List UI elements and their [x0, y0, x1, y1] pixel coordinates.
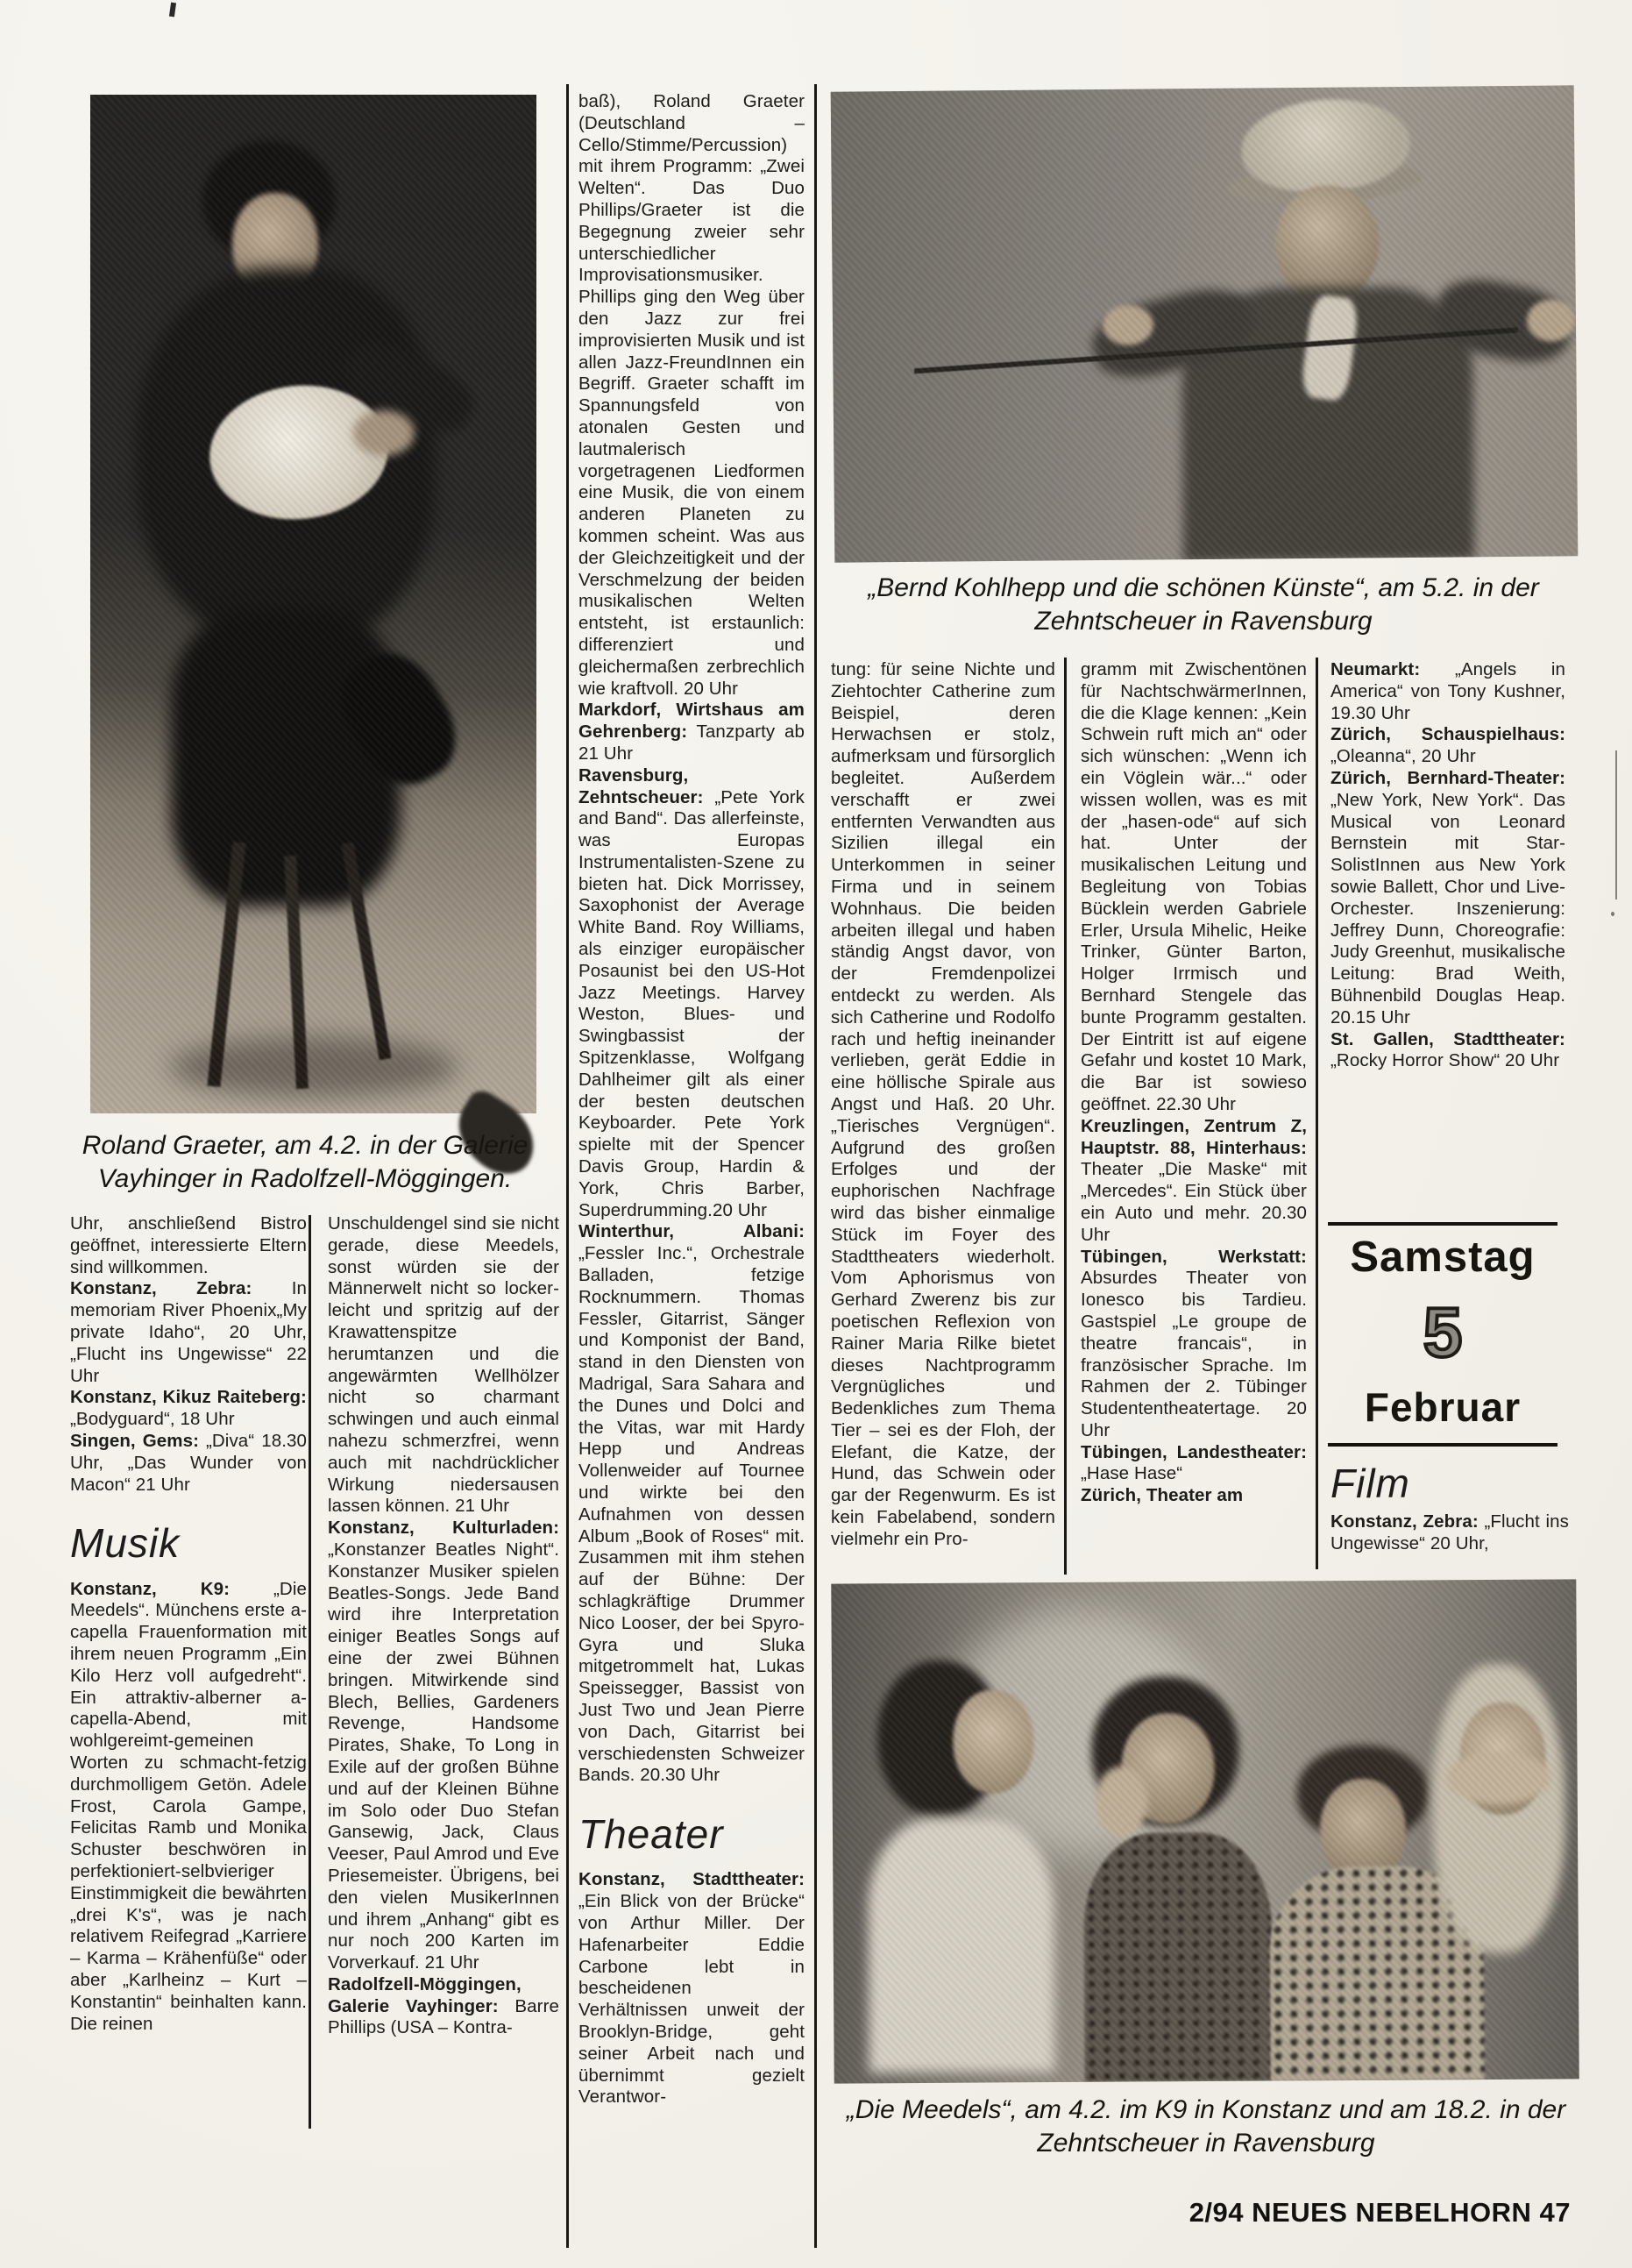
date-month: Februar	[1364, 1384, 1522, 1430]
page-footer-issue-number: 2/94 NEUES NEBELHORN 47	[1189, 2197, 1571, 2228]
text-column-5	[1081, 659, 1307, 1507]
text-column-4	[831, 659, 1055, 1551]
section-heading: Theater	[578, 1811, 724, 1858]
listing-paragraph: Konstanz, Kikuz Raiteberg: „Bodyguard“, 18 Uhr	[70, 1387, 307, 1430]
listing-paragraph: Winterthur, Albani: „Fessler Inc.“, Orchestrale Balladen, fetzige Rocknummern. Thomas Fessler, Gitarrist, Sänger und Komponist der Band, stand in den Diensten von Madrigal, Sara Sahara and the Dunes und Dolci and the Vitas, war mit Hardy Hepp und Andreas Vollenweider auf Tournee und wirkte bei den Aufnahmen von dessen Album „Book of Roses“ mit. Zusammen mit ihm stehen auf der Bühne: Der schlagkräftige Drummer Nico Looser, der bei Spyro-Gyra und Sluka mitgetrommelt hat, Lukas Speissegger, Bassist von Just Two und Jean Pierre von Dach, Gitarrist bei verschiedensten Schweizer Bands. 20.30 Uhr	[578, 1221, 805, 1786]
listing-paragraph: gramm mit Zwischentönen für NachtschwärmerInnen, die die Klage kennen: „Kein Schwein ruft mich an“ oder sich wünschen: „Wenn ich ein Vöglein wär...“ oder wissen wollen, was es mit der „hasen-ode“ auf sich hat. Unter der musikalischen Leitung und Begleitung von Tobias Bücklein werden Gabriele Erler, Ursula Mihelic, Heike Trinker, Günter Barton, Holger Irrmisch und Bernhard Stengele das bunte Programm gestalten. Der Eintritt ist auf eigene Gefahr und kostet 10 Mark, die Bar ist sowieso geöffnet. 22.30 Uhr	[1081, 659, 1307, 1114]
listing-paragraph: Konstanz, Zebra: In memoriam River Phoenix„My private Idaho“, 20 Uhr, „Flucht ins Ungewisse“ 22 Uhr	[70, 1278, 307, 1386]
date-weekday: Samstag	[1350, 1234, 1536, 1281]
column-divider	[566, 84, 569, 2248]
text-column-1	[70, 1213, 307, 2035]
listing-paragraph: Kreuzlingen, Zentrum Z, Hauptstr. 88, Hinterhaus: Theater „Die Maske“ mit „Mercedes“. Ein Stück über ein Auto und mehr. 20.30 Uhr	[1081, 1115, 1307, 1245]
photo-bernd-kohlhepp	[831, 85, 1579, 562]
listing-paragraph: Konstanz, K9: „Die Meedels“. Münchens erste a-capella Frauenformation mit ihrem neuen Programm „Ein Kilo Herz voll aufgedreht“. Ein attraktiv-alberner a-capella-Abend, mit wohlgereimt-gemeinen Worten zu schmacht-fetzig durchmolligem Getön. Adele Frost, Carola Gampe, Felicitas Ramb und Monika Schuster beschwören in perfektioniert-selbvieriger Einstimmigkeit die bewährten „drei K's“, was je nach relativem Reifegrad „Karriere – Karma – Krähenfüße“ oder aber „Karlheinz – Kurt – Konstantin“ beinhalten kann. Die reinen	[70, 1578, 307, 2034]
listing-paragraph: Ravensburg, Zehntscheuer: „Pete York and Band“. Das allerfeinste, was Europas Instrumentalisten-Szene zu bieten hat. Dick Morrissey, Saxophonist der Average White Band. Roy Williams, als einziger europäischer Posaunist bei den US-Hot Jazz Meetings. Harvey Weston, Blues- und Swingbassist der Spitzenklasse, Wolfgang Dahlheimer gilt als einer der besten deutschen Keyboarder. Pete York spielte mit der Spencer Davis Group, Hardin & York, Chris Barber, Superdrumming.20 Uhr	[578, 764, 805, 1220]
photo-die-meedels	[831, 1579, 1579, 2083]
text-column-6	[1330, 659, 1565, 1072]
scan-artifact	[169, 3, 176, 18]
listing-paragraph: Konstanz, Stadttheater: „Ein Blick von der Brücke“ von Arthur Miller. Der Hafenarbeiter Eddie Carbone lebt in bescheidenen Verhältnissen unweit der Brooklyn-Bridge, geht seiner Arbeit nach und übernimmt gezielt Verantwor-	[578, 1869, 805, 2108]
listing-paragraph: Markdorf, Wirtshaus am Gehrenberg: Tanzparty ab 21 Uhr	[578, 700, 805, 764]
photo-roland-graeter	[90, 95, 536, 1113]
column-divider	[309, 1215, 311, 2129]
photo-caption-bernd-kohlhepp: „Bernd Kohlhepp und die schönen Künste“, am 5.2. in der Zehntscheuer in Ravensburg	[868, 573, 1539, 636]
listing-paragraph: Tübingen, Landestheater: „Hase Hase“	[1081, 1441, 1307, 1484]
listing-paragraph: Zürich, Theater am	[1081, 1485, 1244, 1506]
listing-paragraph: Unschuldengel sind sie nicht gerade, diese Meedels, sonst würden sie der Männerwelt nicht so locker-leicht und spritzig auf der Krawattenspitze herumtanzen und die angewärmten Wellhölzer nicht so charmant schwingen und auch einmal nahezu schmerzfrei, wenn auch mit nachdrücklicher Wirkung niedersausen lassen können. 21 Uhr	[328, 1213, 559, 1517]
listing-paragraph: Radolfzell-Möggingen, Galerie Vayhinger: Barre Phillips (USA – Kontra-	[328, 1973, 559, 2038]
photo-grain	[90, 95, 536, 1113]
scan-artifact	[1615, 750, 1617, 899]
text-column-film	[1330, 1462, 1569, 1555]
column-divider	[814, 84, 817, 2248]
listing-paragraph: tung: für seine Nichte und Ziehtochter Catherine zum Beispiel, deren Herwachsen er stolz, aufmerksam und fürsorglich begleitet. Außerdem verschafft er zwei entfernten Verwandten aus Sizilien illegal ein Unterkommen in seiner Firma und in seinem Wohnhaus. Die beiden arbeiten illegal und haben ständig Angst davor, von der Fremdenpolizei entdeckt zu werden. Als sich Catherine und Rodolfo rach und heftig ineinander verlieben, gerät Eddie in eine höllische Spirale aus Angst und Haß. 20 Uhr. „Tierisches Vergnügen“. Aufgrund des großen Erfolges und der euphorischen Nachfrage wird das bisher einmalige Stück im Foyer des Stadttheaters wiederholt. Vom Aphorismus von Gerhard Zwerenz bis zur poetischen Reflexion von Rainer Maria Rilke bietet dieses Nachtprogramm Vergnügliches und Bedenkliches zum Thema Tier – sei es der Floh, der Elefant, die Katze, der Hund, das Schwein oder gar der Regenwurm. Es ist kein Fabelabend, sondern vielmehr ein Pro-	[831, 659, 1055, 1549]
section-heading: Musik	[70, 1520, 181, 1567]
listing-paragraph: St. Gallen, Stadttheater: „Rocky Horror Show“ 20 Uhr	[1330, 1028, 1565, 1071]
listing-paragraph: Konstanz, Zebra: „Flucht ins Ungewisse“ 20 Uhr,	[1330, 1511, 1569, 1554]
listing-paragraph: Zürich, Bernhard-Theater: „New York, New York“. Das Musical von Leonard Bernstein mit Star-SolistInnen aus New York sowie Ballett, Chor und Live-Orchester. Inszenierung: Jeffrey Dunn, Choreografie: Judy Greenhut, musikalische Leitung: Brad Weith, Bühnenbild Douglas Heap. 20.15 Uhr	[1330, 767, 1565, 1027]
section-heading: Film	[1330, 1461, 1410, 1506]
scan-artifact	[1611, 912, 1614, 916]
photo-caption-die-meedels: „Die Meedels“, am 4.2. im K9 in Konstanz und am 18.2. in der Zehntscheuer in Ravensburg	[846, 2095, 1566, 2158]
photo-grain	[831, 85, 1579, 562]
text-column-2	[328, 1213, 559, 2039]
photo-grain	[831, 1579, 1579, 2083]
text-column-3	[578, 91, 805, 2108]
listing-paragraph: Tübingen, Werkstatt: Absurdes Theater von Ionesco bis Tardieu. Gastspiel „Le groupe de theatre francais“, in französischer Sprache. Im Rahmen der 2. Tübinger Studententheatertage. 20 Uhr	[1081, 1246, 1307, 1440]
listing-paragraph: baß), Roland Graeter (Deutschland – Cello/Stimme/Percussion) mit ihrem Programm: „Zwei Welten“. Das Duo Phillips/Graeter ist die Begegnung zweier sehr unterschiedlicher Improvisationsmusiker. Phillips ging den Weg über den Jazz zur frei improvisierten Musik und ist allen Jazz-FreundInnen ein Begriff. Graeter schafft im Spannungsfeld von atonalen Gesten und lautmalerisch vorgetragenen Liedformen eine Musik, die von einem anderen Planeten zu kommen scheint. Was aus der Gleichzeitigkeit und der Verschmelzung der beiden musikalischen Welten entsteht, ist erstaunlich: differenziert und gleichermaßen zerbrechlich wie kraftvoll. 20 Uhr	[578, 91, 805, 699]
date-day-number: 5	[1423, 1293, 1463, 1371]
date-box	[1328, 1222, 1557, 1447]
listing-paragraph: Zürich, Schauspielhaus: „Oleanna“, 20 Uhr	[1330, 724, 1565, 767]
column-divider	[1316, 658, 1318, 1569]
listing-paragraph: Uhr, anschließend Bistro geöffnet, interessierte Eltern sind willkommen.	[70, 1213, 307, 1277]
photo-caption-roland-graeter: Roland Graeter, am 4.2. in der Galerie Vayhinger in Radolfzell-Möggingen.	[82, 1131, 529, 1194]
listing-paragraph: Neumarkt: „Angels in America“ von Tony Kushner, 19.30 Uhr	[1330, 659, 1565, 723]
column-divider	[1064, 658, 1067, 1575]
listing-paragraph: Singen, Gems: „Diva“ 18.30 Uhr, „Das Wunder von Macon“ 21 Uhr	[70, 1430, 307, 1495]
listing-paragraph: Konstanz, Kulturladen: „Konstanzer Beatles Night“. Konstanzer Musiker spielen Beatles-Songs. Jede Band wird ihre Interpretation einiger Beatles Songs auf eine der zwei Bühnen bringen. Mitwirkende sind Blech, Bellies, Gardeners Revenge, Handsome Pirates, Shake, To Long in Exile auf der großen Bühne und auf der Kleinen Bühne im Solo oder Duo Stefan Gansewig, Jack, Claus Veeser, Paul Amrod und Eve Priesemeister. Übrigens, bei den vielen MusikerInnen und ihrem „Anhang“ gibt es nur noch 200 Karten im Vorverkauf. 21 Uhr	[328, 1518, 559, 1973]
